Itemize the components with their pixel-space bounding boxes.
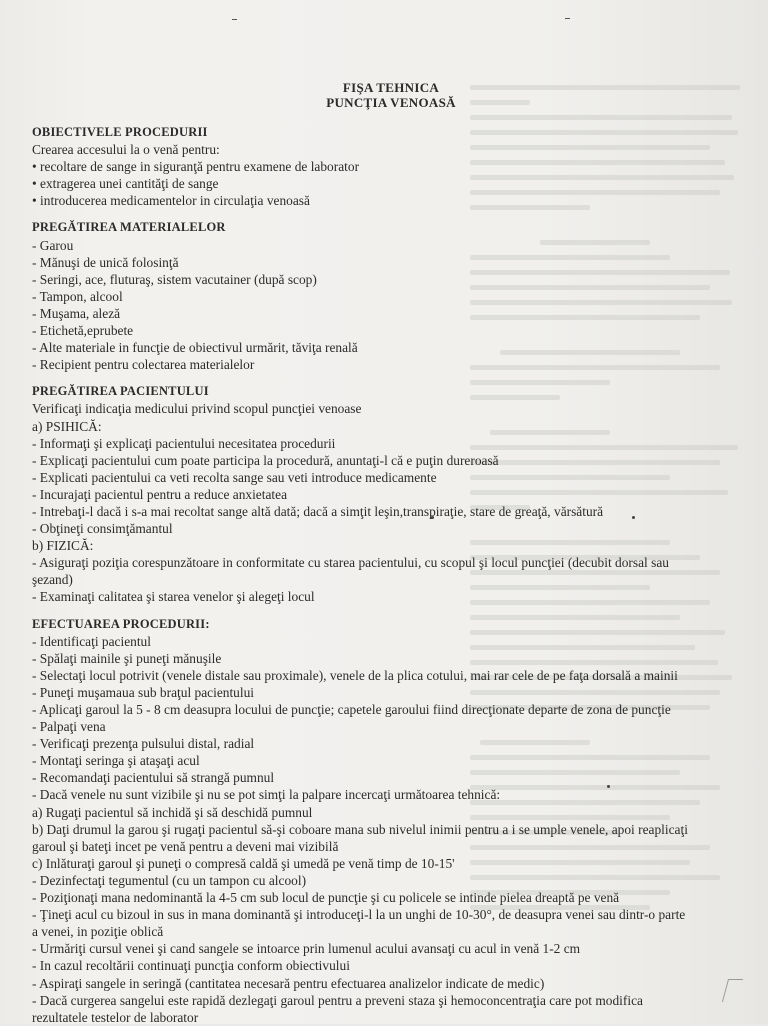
section-line: rezultatele testelor de laborator xyxy=(32,1009,199,1025)
section-procedure xyxy=(32,616,732,1026)
section-line: c) Inlăturaţi garoul şi puneţi o compresă caldă şi umedă pe venă timp de 10-15' xyxy=(32,855,455,871)
title-line-2: PUNCŢIA VENOASĂ xyxy=(326,95,456,110)
section-line: - Examinaţi calitatea şi starea venelor şi alegeţi locul xyxy=(32,589,315,605)
section-line: b) Daţi drumul la garou şi rugaţi pacientul să-şi coboare mana sub nivelul inimii pentru a i se umple venele, apoi reaplicaţi xyxy=(32,821,688,837)
section-line: - Incurajaţi pacientul pentru a reduce anxietatea xyxy=(32,486,288,502)
section-line: - Asiguraţi poziţia corespunzătoare in conformitate cu starea pacientului, cu scopul şi locul puncţiei (decubit dorsal sau xyxy=(32,555,669,571)
section-materials xyxy=(32,219,732,373)
section-line: - Puneţi muşamaua sub braţul pacientului xyxy=(32,684,255,700)
section-line: - Verificaţi prezenţa pulsului distal, radial xyxy=(32,736,255,752)
section-line: - Aspiraţi sangele in seringă (cantitatea necesară pentru efectuarea analizelor indicate de medic) xyxy=(32,975,545,991)
section-line: - Dacă curgerea sangelui este rapidă dezlegaţi garoul pentru a preveni staza şi hemoconcentraţia care pot modifica xyxy=(32,992,643,1008)
section-line: - Muşama, aleză xyxy=(32,305,121,321)
section-line: Crearea accesului la o venă pentru: xyxy=(32,142,220,158)
section-line: - Dacă venele nu sunt vizibile şi nu se pot simţi la palpare incercaţi următoarea tehnică: xyxy=(32,787,501,803)
section-line: • extragerea unei cantităţi de sange xyxy=(32,176,219,192)
section-line: - Selectaţi locul potrivit (venele distale sau proximale), venele de la plica cotului, mai rar cele de pe faţa dorsală a mainii xyxy=(32,667,678,683)
section-line: - Etichetă,eprubete xyxy=(32,323,134,339)
section-line: a venei, in poziţie oblică xyxy=(32,924,164,940)
section-line: - Recomandaţi pacientului să strangă pumnul xyxy=(32,770,275,786)
section-line: • recoltare de sange in siguranţă pentru examene de laborator xyxy=(32,159,360,175)
section-line: - Explicaţi pacientului cum poate participa la procedură, anuntaţi-l că e puţin dureroasă xyxy=(32,452,499,468)
section-line: - Intrebaţi-l dacă i s-a mai recoltat sange altă dată; dacă a simţit leşin,transpiraţie, stare de greaţă, vărsătură xyxy=(32,503,604,519)
section-line: a) Rugaţi pacientul să inchidă şi să deschidă pumnul xyxy=(32,804,313,820)
section-line: a) PSIHICĂ: xyxy=(32,418,102,434)
section-line: Verificaţi indicaţia medicului privind scopul puncţiei venoase xyxy=(32,401,362,417)
section-patient-preparation xyxy=(32,383,732,605)
section-line: b) FIZICĂ: xyxy=(32,538,94,554)
section-line: - Garou xyxy=(32,237,74,253)
section-line: - Spălaţi mainile şi puneţi mănuşile xyxy=(32,650,222,666)
section-heading: PREGĂTIREA MATERIALELOR xyxy=(32,220,226,235)
section-line: - Identificaţi pacientul xyxy=(32,633,151,649)
section-line: - Informaţi şi explicaţi pacientului necesitatea procedurii xyxy=(32,435,336,451)
section-line: - Recipient pentru colectarea materialelor xyxy=(32,357,255,373)
section-line: - Explicati pacientului ca veti recolta sange sau veti introduce medicamente xyxy=(32,469,437,485)
section-line: - Mănuşi de unică folosinţă xyxy=(32,254,179,270)
section-line: - In cazul recoltării continuaţi puncţia conform obiectivului xyxy=(32,958,350,974)
section-line: - Aplicaţi garoul la 5 - 8 cm deasupra locului de puncţie; capetele garoului fiind direcţionate departe de zona de puncţie xyxy=(32,702,671,717)
document-body xyxy=(32,80,732,1026)
section-line: - Palpaţi vena xyxy=(32,719,106,735)
section-line: - Obţineţi consimţămantul xyxy=(32,521,173,537)
section-line: şezand) xyxy=(32,572,73,588)
section-heading: EFECTUAREA PROCEDURII: xyxy=(32,616,210,631)
title-line-1: FIŞA TEHNICA xyxy=(342,80,440,95)
section-line: - Alte materiale in funcţie de obiectivul urmărit, tăviţa renală xyxy=(32,340,358,356)
section-line: - Poziţionaţi mana nedominantă la 4-5 cm sub locul de puncţie şi cu policele se intinde pielea dreaptă pe venă xyxy=(32,890,620,906)
section-objectives xyxy=(32,124,732,209)
scan-speck xyxy=(232,19,237,20)
section-line: - Dezinfectaţi tegumentul (cu un tampon cu alcool) xyxy=(32,872,307,888)
section-line: - Tampon, alcool xyxy=(32,288,123,304)
section-line: - Ţineţi acul cu bizoul in sus in mana dominantă şi introduceţi-l la un unghi de 10-30°, de deasupra venei sau dintr-o parte xyxy=(32,907,686,923)
section-heading: PREGĂTIREA PACIENTULUI xyxy=(32,384,209,399)
section-line: - Urmăriţi cursul venei şi cand sangele se intoarce prin lumenul acului avansaţi cu acul in venă 1-2 cm xyxy=(32,941,581,957)
section-line: garoul şi bateţi incet pe venă pentru a deveni mai vizibilă xyxy=(32,838,339,854)
section-heading: OBIECTIVELE PROCEDURII xyxy=(32,125,208,139)
section-line: - Seringi, ace, fluturaş, sistem vacutainer (după scop) xyxy=(32,271,317,287)
section-line: - Montaţi seringa şi ataşaţi acul xyxy=(32,753,200,769)
section-line: • introducerea medicamentelor in circulaţia venoasă xyxy=(32,193,310,209)
scan-speck xyxy=(565,18,570,19)
document-title xyxy=(50,80,732,110)
